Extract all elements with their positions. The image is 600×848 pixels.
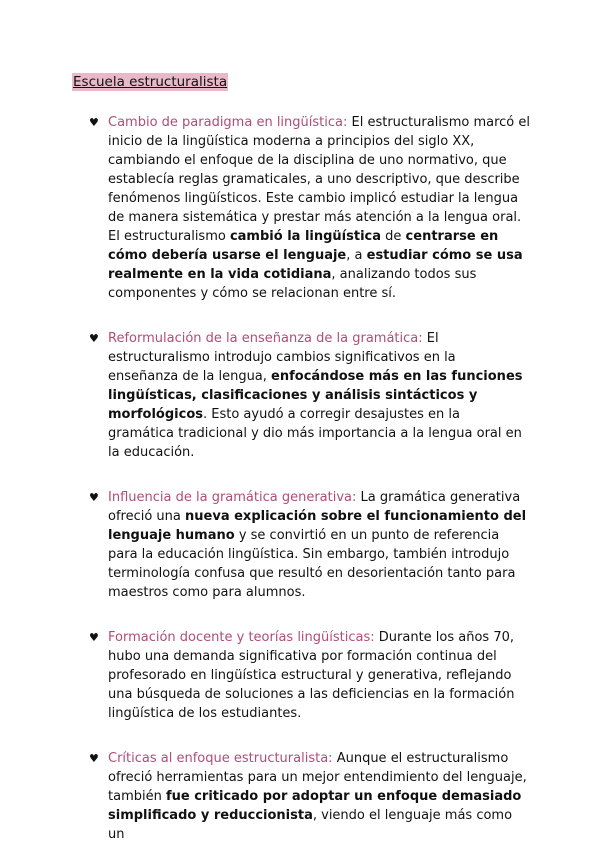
list-item [72,749,530,844]
body-text: La gramática generativa ofreció una [108,490,521,524]
list-item [72,329,530,462]
heart-bullet-icon: ♥ [89,491,99,504]
item-paragraph [108,749,530,844]
bullet-list [72,113,530,844]
heart-bullet-icon: ♥ [89,332,99,345]
body-text: y se convirtió en un punto de referencia para la educación lingüística. Sin embargo, también introdujo terminología confusa que resultó en desorientación tanto para maestros como para alumnos. [108,528,516,600]
body-text: El estructuralismo introdujo cambios significativos en la enseñanza de la lengua, [108,331,456,384]
body-text: , analizando todos sus componentes y cómo se relacionan entre sí. [108,267,477,301]
bold-text: centrarse en cómo debería usarse el lenguaje [108,229,499,263]
bold-text: nueva explicación sobre el funcionamiento del lenguaje humano [108,509,527,543]
item-paragraph [108,628,530,723]
item-heading: Cambio de paradigma en lingüística: [108,115,348,130]
heart-bullet-icon: ♥ [89,631,99,644]
item-heading: Formación docente y teorías lingüísticas: [108,630,375,645]
body-text: Durante los años 70, hubo una demanda significativa por formación continua del profesorado en lingüística estructural y generativa, reflejando una búsqueda de soluciones a las deficiencias en la formación lingüística de los estudiantes. [108,630,515,721]
body-text: , a [346,248,367,263]
list-item [72,113,530,303]
bold-text: cambió la lingüística [229,229,382,244]
body-text: El estructuralismo marcó el inicio de la lingüística moderna a principios del siglo XX, cambiando el enfoque de la disciplina de uno normativo, que establecía reglas gramaticales, a uno descriptivo, que describe fenómenos lingüísticos. Este cambio implicó estudiar la lengua de manera sistemática y prestar más atención a la lengua oral. [108,115,530,225]
item-heading: Reformulación de la enseñanza de la gramática: [108,331,423,346]
body-text: de [381,229,406,244]
document-title: Escuela estructuralista [73,74,228,90]
item-paragraph [108,488,530,602]
heart-bullet-icon: ♥ [89,116,99,129]
body-text: , viendo el lenguaje más como un [108,808,513,842]
bold-text: enfocándose más en las funciones lingüísticas, clasificaciones y análisis sintácticos y morfológicos [108,369,523,422]
body-text: El estructuralismo [108,229,230,244]
bold-text: estudiar cómo se usa realmente en la vida cotidiana [108,248,523,282]
list-item [72,628,530,723]
item-heading: Influencia de la gramática generativa: [108,490,357,505]
body-text: . Esto ayudó a corregir desajustes en la gramática tradicional y dio más importancia a la lengua oral en la educación. [108,407,522,460]
heart-bullet-icon: ♥ [89,752,99,765]
item-heading: Críticas al enfoque estructuralista: [108,751,333,766]
item-paragraph [108,329,530,462]
item-paragraph [108,113,530,227]
bold-text: fue criticado por adoptar un enfoque demasiado simplificado y reduccionista [108,789,522,823]
item-paragraph [108,227,530,303]
list-item [72,488,530,602]
body-text: Aunque el estructuralismo ofreció herramientas para un mejor entendimiento del lenguaje, también [108,751,527,804]
